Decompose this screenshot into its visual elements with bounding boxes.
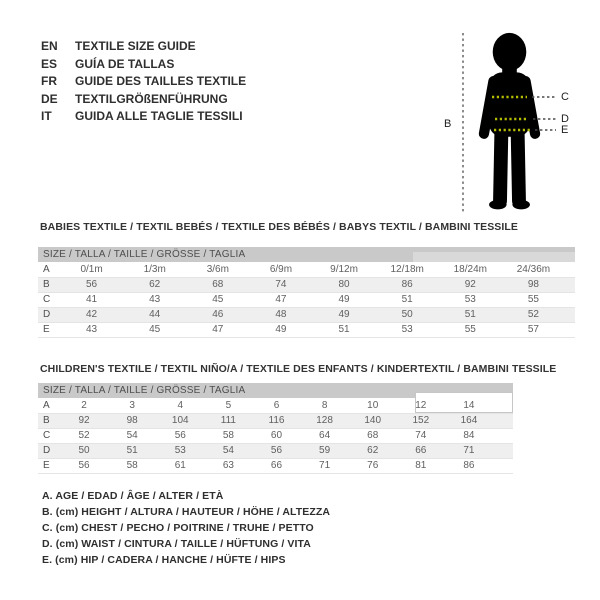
size-header-label: SIZE / TALLA / TAILLE / GRÖSSE / TAGLIA <box>43 385 246 396</box>
cell-value: 92 <box>78 415 90 426</box>
cell-value: 3 <box>129 400 135 411</box>
cell-value: 12 <box>415 400 427 411</box>
cell-value: 41 <box>86 294 98 305</box>
cell-value: 50 <box>78 445 90 456</box>
legend-item: C. (cm) CHEST / PECHO / POITRINE / TRUHE / PETTO <box>42 522 314 534</box>
table-row <box>38 293 575 308</box>
row-label: C <box>43 294 51 305</box>
cell-value: 49 <box>338 309 350 320</box>
cell-value: 68 <box>212 279 224 290</box>
cell-value: 61 <box>174 460 186 471</box>
language-code: EN <box>41 39 58 53</box>
cell-value: 71 <box>319 460 331 471</box>
cell-value: 52 <box>527 309 539 320</box>
cell-value: 60 <box>270 430 283 441</box>
hip-label: E <box>561 124 569 136</box>
cell-value: 49 <box>275 324 287 335</box>
cell-value: 140 <box>364 415 382 426</box>
babies-table-title: BABIES TEXTILE / TEXTIL BEBÉS / TEXTILE DES BÉBÉS / BABYS TEXTIL / BAMBINI TESSILE <box>40 221 519 233</box>
cell-value: 54 <box>126 430 138 441</box>
cell-value: 98 <box>126 415 138 426</box>
cell-value: 6/9m <box>269 264 293 275</box>
table-row <box>38 263 575 278</box>
language-code: DE <box>41 91 58 106</box>
table-row <box>38 323 575 338</box>
waist-label: D <box>561 113 569 125</box>
language-row <box>41 108 246 126</box>
cell-value: 74 <box>415 430 427 441</box>
cell-value: 6 <box>273 400 280 411</box>
row-label: A <box>43 264 50 275</box>
cell-value: 51 <box>401 294 413 305</box>
cell-value: 43 <box>149 294 161 305</box>
language-row <box>41 91 246 109</box>
cell-value: 98 <box>527 279 539 290</box>
language-row <box>41 73 246 91</box>
cell-value: 116 <box>268 415 285 426</box>
cell-value: 164 <box>460 415 478 426</box>
bar-highlight <box>413 252 575 262</box>
cell-value: 49 <box>338 294 350 305</box>
row-label: A <box>43 400 50 411</box>
cell-value: 47 <box>275 294 287 305</box>
cell-value: 45 <box>212 294 224 305</box>
babies-table <box>38 247 575 338</box>
cell-value: 51 <box>126 445 138 456</box>
language-list <box>41 38 246 126</box>
silhouette-left-leg <box>500 126 501 201</box>
cell-value: 4 <box>177 400 184 411</box>
language-row <box>41 56 246 74</box>
row-label: D <box>43 309 51 320</box>
table-row <box>38 459 513 474</box>
table-row <box>38 444 513 459</box>
cell-value: 104 <box>171 415 189 426</box>
cell-value: 128 <box>316 415 333 426</box>
cell-value: 54 <box>222 445 234 456</box>
cell-value: 14 <box>463 400 475 411</box>
table-row <box>38 414 513 429</box>
cell-value: 55 <box>527 294 539 305</box>
cell-value: 47 <box>212 324 224 335</box>
cell-value: 84 <box>463 430 475 441</box>
legend-item: E. (cm) HIP / CADERA / HANCHE / HÜFTE / HIPS <box>42 554 286 566</box>
language-code: IT <box>41 109 52 123</box>
cell-value: 63 <box>222 460 234 471</box>
row-label: C <box>43 430 51 441</box>
cell-value: 76 <box>367 460 379 471</box>
language-title: TEXTILGRÖßENFÜHRUNG <box>75 91 228 106</box>
table-row <box>38 399 513 414</box>
silhouette-right-foot <box>512 200 530 209</box>
cell-value: 24/36m <box>516 264 551 275</box>
table-row <box>38 278 575 293</box>
children-table-title: CHILDREN'S TEXTILE / TEXTIL NIÑO/A / TEXTILE DES ENFANTS / KINDERTEXTIL / BAMBINI TESSILE <box>40 363 557 375</box>
cell-value: 64 <box>319 430 331 441</box>
cell-value: 53 <box>174 445 186 456</box>
row-label: B <box>43 279 50 290</box>
child-silhouette <box>484 33 535 209</box>
cell-value: 86 <box>401 279 413 290</box>
cell-value: 55 <box>464 324 476 335</box>
legend-item: A. AGE / EDAD / ÂGE / ALTER / ETÀ <box>42 490 224 502</box>
cell-value: 92 <box>464 279 476 290</box>
cell-value: 10 <box>367 400 379 411</box>
language-title: TEXTILE SIZE GUIDE <box>75 39 196 53</box>
cell-value: 66 <box>415 445 427 456</box>
legend <box>42 488 330 568</box>
cell-value: 53 <box>401 324 413 335</box>
cell-value: 18/24m <box>453 264 487 275</box>
cell-value: 62 <box>149 279 161 290</box>
row-label: E <box>43 460 50 471</box>
cell-value: 3/6m <box>206 264 229 275</box>
language-code: ES <box>41 56 58 71</box>
cell-value: 86 <box>463 460 475 471</box>
cell-value: 81 <box>415 460 427 471</box>
babies-size-header-bar <box>38 247 575 262</box>
cell-value: 44 <box>149 309 161 320</box>
cell-value: 58 <box>126 460 138 471</box>
language-row <box>41 38 246 56</box>
cell-value: 2 <box>81 400 87 411</box>
cell-value: 152 <box>412 415 430 426</box>
cell-value: 5 <box>225 400 232 411</box>
cell-value: 45 <box>149 324 161 335</box>
language-code: FR <box>41 74 57 88</box>
children-table-body <box>38 399 513 474</box>
chest-label: C <box>561 91 569 103</box>
cell-value: 53 <box>464 294 476 305</box>
cell-value: 42 <box>86 309 98 320</box>
cell-value: 12/18m <box>390 264 424 275</box>
language-title: GUÍA DE TALLAS <box>75 56 175 71</box>
cell-value: 1/3m <box>143 264 166 275</box>
cell-value: 71 <box>463 445 475 456</box>
table-row <box>38 429 513 444</box>
cell-value: 74 <box>275 279 287 290</box>
cell-value: 0/1m <box>80 264 103 275</box>
cell-value: 56 <box>174 430 186 441</box>
babies-table-body <box>38 263 575 338</box>
silhouette-right-leg <box>518 126 519 201</box>
height-label: B <box>444 118 452 130</box>
cell-value: 48 <box>275 309 287 320</box>
cell-value: 68 <box>367 430 379 441</box>
cell-value: 56 <box>86 279 98 290</box>
language-title: GUIDE DES TAILLES TEXTILE <box>75 74 247 88</box>
row-label: B <box>43 415 50 426</box>
cell-value: 56 <box>78 460 90 471</box>
cell-value: 62 <box>367 445 379 456</box>
cell-value: 9/12m <box>330 264 358 275</box>
cell-value: 56 <box>270 445 283 456</box>
language-title: GUIDA ALLE TAGLIE TESSILI <box>75 109 243 123</box>
legend-item: B. (cm) HEIGHT / ALTURA / HAUTEUR / HÖHE / ALTEZZA <box>42 506 331 518</box>
row-label: D <box>43 445 51 456</box>
cell-value: 51 <box>338 324 350 335</box>
table-row <box>38 308 575 323</box>
cell-value: 111 <box>220 415 236 426</box>
row-label: E <box>43 324 50 335</box>
cell-value: 80 <box>338 279 350 290</box>
size-header-label: SIZE / TALLA / TAILLE / GRÖSSE / TAGLIA <box>43 249 246 260</box>
cell-value: 59 <box>319 445 331 456</box>
silhouette-left-foot <box>489 200 507 209</box>
legend-item: D. (cm) WAIST / CINTURA / TAILLE / HÜFTUNG / VITA <box>42 538 311 550</box>
cell-value: 51 <box>464 309 476 320</box>
cell-value: 43 <box>86 324 98 335</box>
cell-value: 57 <box>527 324 539 335</box>
cell-value: 66 <box>270 460 283 471</box>
cell-value: 8 <box>321 400 328 411</box>
cell-value: 46 <box>212 309 224 320</box>
cell-value: 50 <box>401 309 413 320</box>
cell-value: 58 <box>222 430 234 441</box>
cell-value: 52 <box>78 430 90 441</box>
